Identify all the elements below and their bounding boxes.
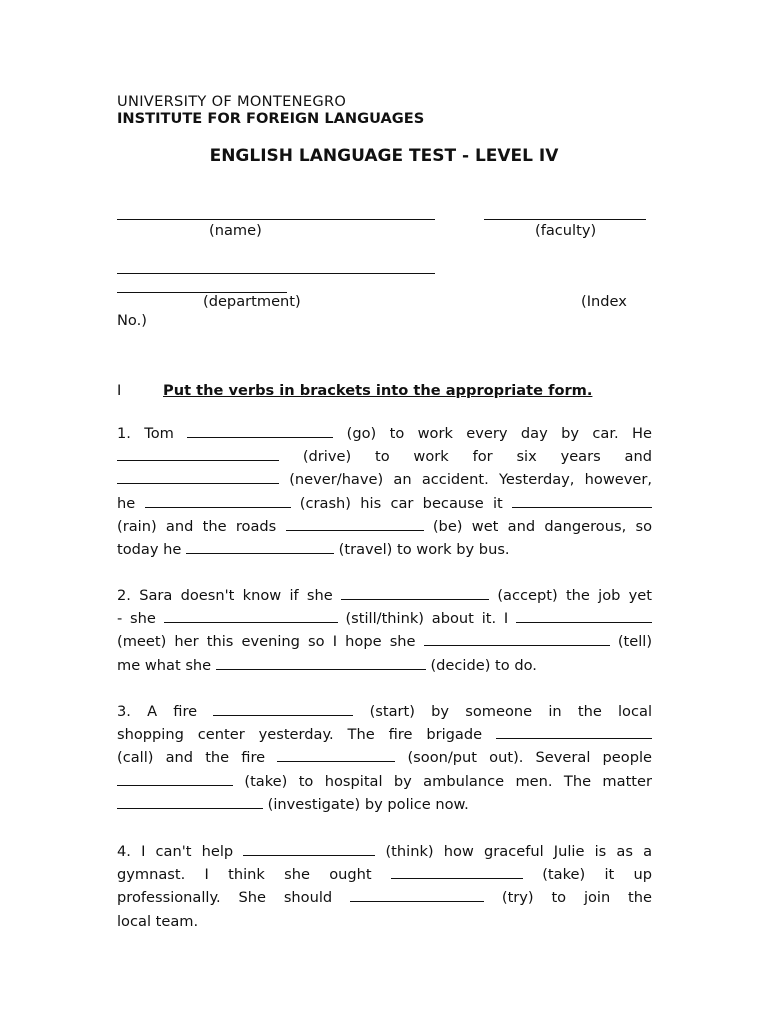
name-line[interactable]	[117, 219, 435, 220]
exercise-line: (investigate) by police now.	[117, 793, 652, 816]
department-line[interactable]	[117, 273, 435, 274]
exercise-line: he (crash) his car because it	[117, 492, 652, 515]
answer-blank[interactable]	[117, 470, 279, 484]
exercise-line: shopping center yesterday. The fire brigade	[117, 723, 652, 746]
answer-blank[interactable]	[350, 888, 484, 902]
exercise-line: 3. A fire (start) by someone in the local	[117, 703, 652, 720]
department-label: (department)	[203, 293, 301, 310]
answer-blank[interactable]	[117, 772, 233, 786]
exercise-line: - she (still/think) about it. I	[117, 607, 652, 630]
answer-blank[interactable]	[391, 865, 523, 879]
answer-blank[interactable]	[243, 842, 375, 856]
answer-blank[interactable]	[341, 586, 489, 600]
answer-blank[interactable]	[512, 494, 652, 508]
test-title: ENGLISH LANGUAGE TEST - LEVEL IV	[209, 146, 559, 166]
exercise-line: (take) to hospital by ambulance men. The matter	[117, 770, 652, 793]
exercise-1	[117, 422, 652, 561]
answer-blank[interactable]	[216, 656, 426, 670]
section-number: I	[117, 382, 122, 399]
institute-name: INSTITUTE FOR FOREIGN LANGUAGES	[117, 110, 425, 127]
answer-blank[interactable]	[187, 424, 333, 438]
exercise-2	[117, 584, 652, 677]
exercise-line: 4. I can't help (think) how graceful Julie is as a	[117, 843, 653, 860]
exercise-line: (meet) her this evening so I hope she (tell)	[117, 633, 653, 651]
index-label-cont: No.)	[117, 312, 147, 329]
exercise-line: today he (travel) to work by bus.	[117, 541, 510, 559]
exercise-line: (never/have) an accident. Yesterday, however,	[117, 468, 652, 491]
answer-blank[interactable]	[117, 447, 279, 461]
exercise-line: 1. Tom (go) to work every day by car. He	[117, 425, 652, 442]
answer-blank[interactable]	[213, 702, 353, 716]
exercise-3	[117, 700, 652, 816]
answer-blank[interactable]	[145, 494, 291, 508]
answer-blank[interactable]	[164, 609, 338, 623]
exercise-line: (call) and the fire (soon/put out). Several people	[117, 749, 653, 767]
exercise-line: 2. Sara doesn't know if she (accept) the job yet	[117, 587, 653, 604]
answer-blank[interactable]	[277, 748, 395, 762]
answer-blank[interactable]	[186, 540, 334, 554]
exercise-line: (rain) and the roads (be) wet and dangerous, so	[117, 517, 653, 535]
answer-blank[interactable]	[516, 609, 652, 623]
exercise-line: gymnast. I think she ought (take) it up	[117, 866, 653, 884]
exercise-line: me what she (decide) to do.	[117, 656, 537, 674]
exercise-line: (drive) to work for six years and	[117, 445, 652, 468]
exercise-line: local team.	[117, 912, 199, 930]
exercise-4	[117, 840, 652, 933]
answer-blank[interactable]	[424, 632, 610, 646]
answer-blank[interactable]	[286, 517, 424, 531]
exercise-line: professionally. She should (try) to join the	[117, 889, 653, 907]
name-label: (name)	[209, 222, 262, 239]
answer-blank[interactable]	[496, 725, 652, 739]
faculty-line[interactable]	[484, 219, 646, 220]
section-instruction: Put the verbs in brackets into the appropriate form.	[163, 382, 593, 399]
university-name: UNIVERSITY OF MONTENEGRO	[117, 93, 347, 110]
faculty-label: (faculty)	[535, 222, 597, 239]
answer-blank[interactable]	[117, 795, 263, 809]
index-label: (Index	[581, 293, 627, 310]
